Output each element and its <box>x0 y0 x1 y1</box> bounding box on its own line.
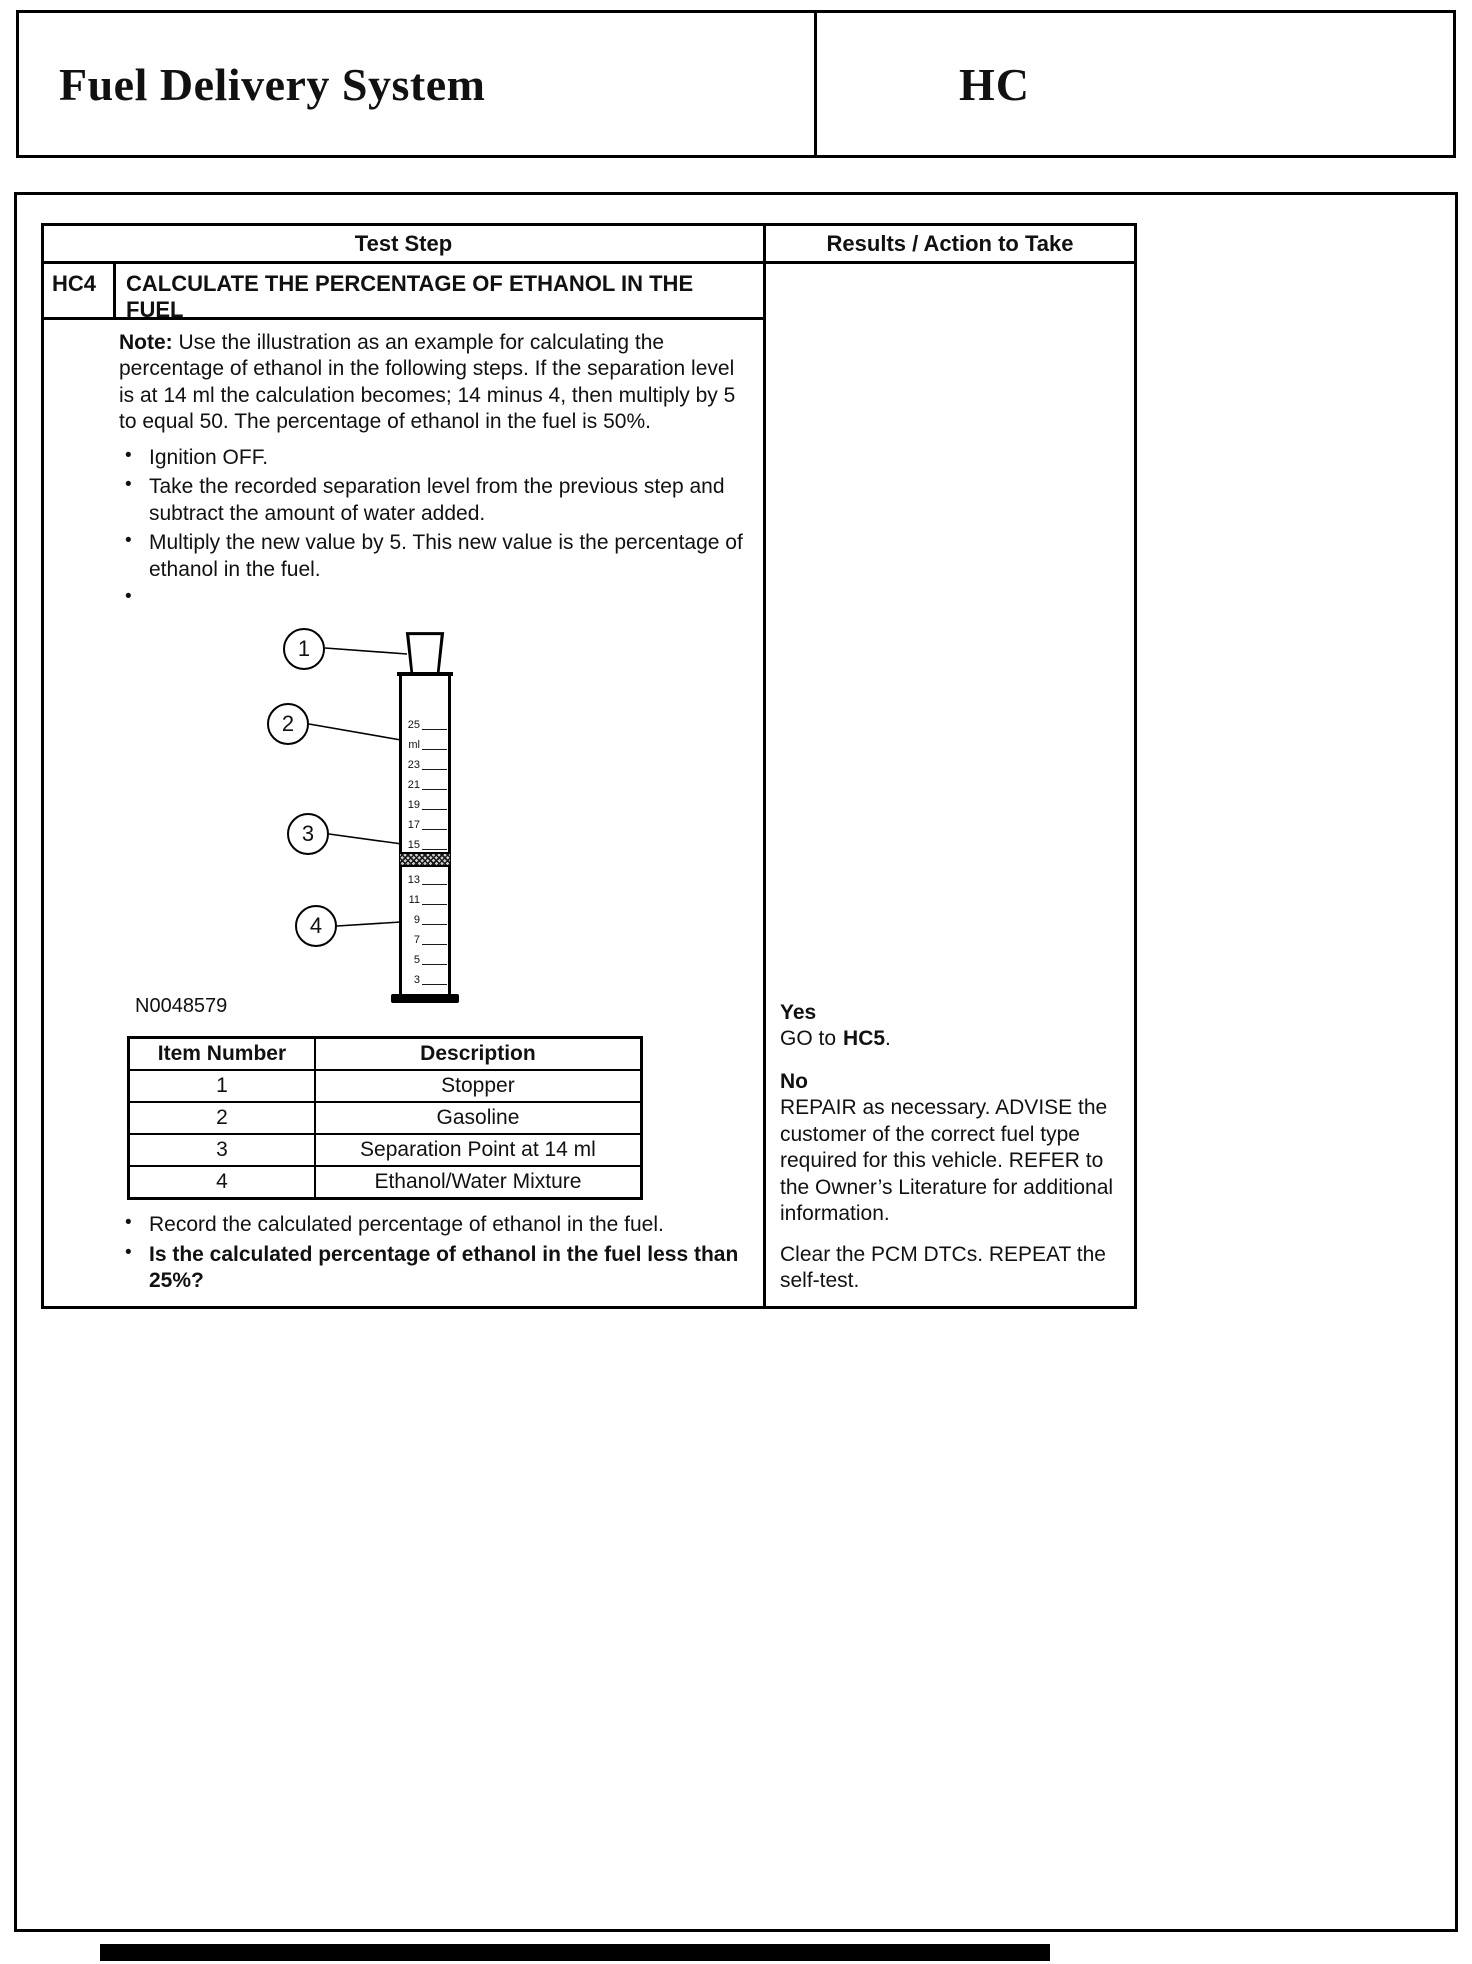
table-row <box>129 1166 642 1199</box>
yes-action <box>780 1026 1122 1052</box>
bullet-text: Take the recorded separation level from the previous step and subtract the amount of water added. <box>149 475 725 525</box>
page-header-right <box>817 13 1453 155</box>
list-item <box>119 445 745 471</box>
table-row <box>129 1102 642 1134</box>
tick-line <box>422 924 447 925</box>
scale-label: 23 <box>407 759 420 772</box>
cylinder-illustration <box>119 626 679 1018</box>
list-item <box>119 474 745 527</box>
list-item <box>119 530 745 583</box>
table-row <box>129 1134 642 1166</box>
scale-label: 19 <box>407 799 420 812</box>
scale-label: 3 <box>413 974 420 987</box>
cylinder-graduation <box>403 752 447 772</box>
cylinder-base <box>391 994 459 1003</box>
bullet-marker: • <box>125 1212 132 1234</box>
item-number-cell: 3 <box>129 1134 315 1166</box>
step-title: CALCULATE THE PERCENTAGE OF ETHANOL IN THE FUEL <box>116 264 766 320</box>
cylinder-graduation <box>403 712 447 732</box>
callout-4-badge <box>295 905 337 947</box>
item-description-table <box>127 1036 643 1200</box>
bullet-marker: • <box>125 530 132 552</box>
cylinder-graduation <box>403 947 447 967</box>
closing-bullet-list <box>119 1212 745 1294</box>
procedure-bullet-list <box>119 445 745 610</box>
tick-line <box>422 809 447 810</box>
description-cell: Separation Point at 14 ml <box>315 1134 642 1166</box>
stopper-graphic-fill <box>408 635 442 672</box>
scale-label: 9 <box>413 914 420 927</box>
test-step-table <box>41 223 1137 1309</box>
bullet-text <box>149 586 745 610</box>
step-id-cell: HC4 <box>44 264 116 320</box>
scale-label: 17 <box>407 819 420 832</box>
no-action-paragraph: REPAIR as necessary. ADVISE the customer of the correct fuel type required for this vehicle. REFER to the Owner’s Literature for additional information. <box>780 1096 1114 1226</box>
cylinder-graduation <box>403 967 447 987</box>
cylinder-mouth <box>397 672 453 676</box>
section-code: HC <box>959 58 1030 110</box>
tick-line <box>422 849 447 850</box>
cylinder-graduation <box>403 832 447 852</box>
scale-label: 7 <box>413 934 420 947</box>
yes-label: Yes <box>780 1000 817 1024</box>
bullet-marker: • <box>125 1241 132 1263</box>
results-cell <box>766 264 1134 1306</box>
callout-2-badge <box>267 703 309 745</box>
callout-3-number: 3 <box>301 821 315 847</box>
description-cell: Ethanol/Water Mixture <box>315 1166 642 1199</box>
bullet-marker: • <box>125 444 132 466</box>
scale-label: ml <box>408 739 420 752</box>
table-row <box>129 1070 642 1102</box>
yes-block <box>780 1000 1122 1053</box>
cylinder-graduation <box>403 812 447 832</box>
cylinder-graduation <box>403 732 447 752</box>
scale-label: 5 <box>413 954 420 967</box>
cylinder-graduation <box>403 772 447 792</box>
separation-band <box>400 852 450 867</box>
no-block <box>780 1069 1122 1295</box>
tick-line <box>422 884 447 885</box>
tick-line <box>422 769 447 770</box>
tick-line <box>422 829 447 830</box>
tick-line <box>422 904 447 905</box>
scale-label: 11 <box>408 894 420 907</box>
note-paragraph <box>119 330 745 436</box>
callout-2-number: 2 <box>281 711 295 737</box>
scale-label: 21 <box>407 779 420 792</box>
no-label: No <box>780 1069 808 1093</box>
description-header: Description <box>315 1038 642 1071</box>
list-item <box>119 586 745 610</box>
tick-line <box>422 944 447 945</box>
yes-action-prefix: GO to <box>780 1027 837 1051</box>
scale-label: 15 <box>407 839 420 852</box>
no-action-paragraph-2: Clear the PCM DTCs. REPEAT the self-test. <box>780 1242 1106 1292</box>
page-header-left <box>19 13 817 155</box>
note-text: Use the illustration as an example for calculating the percentage of ethanol in the following steps. If the separation level is at 14 ml the calculation becomes; 14 minus 4, then multiply by 5 to equal 50. The percentage of ethanol in the fuel is 50%. <box>119 331 736 434</box>
bullet-marker: • <box>125 586 132 608</box>
page-header <box>16 10 1456 158</box>
tick-line <box>422 789 447 790</box>
bullet-marker: • <box>125 474 132 496</box>
callout-4-number: 4 <box>309 913 323 939</box>
bullet-text: Record the calculated percentage of ethanol in the fuel. <box>149 1213 664 1237</box>
cylinder-scale <box>403 712 447 987</box>
note-label: Note: <box>119 331 173 354</box>
footer-scan-bar <box>100 1944 1050 1961</box>
cylinder-graduation <box>403 927 447 947</box>
tick-line <box>422 984 447 985</box>
item-number-cell: 1 <box>129 1070 315 1102</box>
item-number-cell: 4 <box>129 1166 315 1199</box>
go-to-target: HC5 <box>843 1027 886 1051</box>
step-body-cell <box>44 320 766 1306</box>
description-cell: Stopper <box>315 1070 642 1102</box>
test-step-column-header: Test Step <box>44 226 766 264</box>
cylinder-graduation <box>403 792 447 812</box>
list-item <box>119 1212 745 1238</box>
figure-number: N0048579 <box>135 995 228 1018</box>
callout-1-number: 1 <box>297 636 311 662</box>
page-title: Fuel Delivery System <box>59 58 486 110</box>
content-frame <box>14 192 1458 1932</box>
item-number-header: Item Number <box>129 1038 315 1071</box>
callout-1-badge <box>283 628 325 670</box>
item-number-cell: 2 <box>129 1102 315 1134</box>
bullet-text: Ignition OFF. <box>149 445 269 469</box>
description-cell: Gasoline <box>315 1102 642 1134</box>
tick-line <box>422 729 447 730</box>
scale-label: 25 <box>407 719 420 732</box>
tick-line <box>422 749 447 750</box>
cylinder-graduation <box>403 907 447 927</box>
cylinder-graduation <box>403 887 447 907</box>
tick-line <box>422 964 447 965</box>
yes-action-suffix: . <box>885 1027 891 1051</box>
results-column-header: Results / Action to Take <box>766 226 1134 264</box>
list-item <box>119 1242 745 1295</box>
scale-label: 13 <box>407 874 420 887</box>
bullet-text-question: Is the calculated percentage of ethanol in the fuel less than 25%? <box>149 1242 739 1292</box>
cylinder-graduation <box>403 867 447 887</box>
bullet-text: Multiply the new value by 5. This new value is the percentage of ethanol in the fuel. <box>149 531 743 581</box>
callout-3-badge <box>287 813 329 855</box>
table-header-row <box>129 1038 642 1071</box>
